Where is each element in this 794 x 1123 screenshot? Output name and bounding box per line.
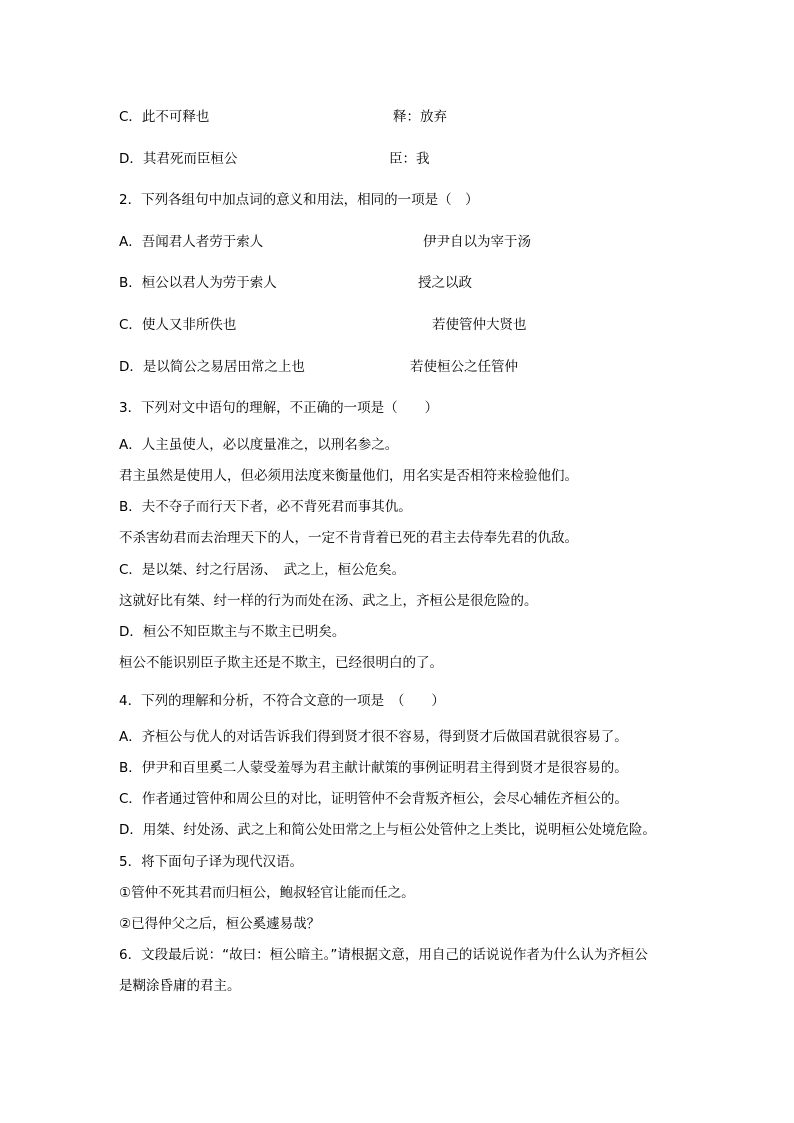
q2-option-a: A．吾闻君人者劳于索人 [119,234,264,250]
q4-option-b: B．伊尹和百里奚二人蒙受羞辱为君主献计献策的事例证明君主得到贤才是很容易的。 [119,760,628,776]
q1-option-c-gloss: 释：放弃 [393,109,447,125]
q3-line: 君主虽然是使用人，但必须用法度来衡量他们，用名实是否相符来检验他们。 [119,468,578,484]
q2-option-b: B．桓公以君人为劳于索人 [119,275,277,291]
q2-option-c-right: 若使管仲大贤也 [432,317,527,333]
q5-stem: 5．将下面句子译为现代汉语。 [119,854,304,870]
q2-option-a-right: 伊尹自以为宰于汤 [423,234,531,250]
q3-line: 这就好比有桀、纣一样的行为而处在汤、武之上，齐桓公是很危险的。 [119,593,538,609]
q3-line: A．人主虽使人，必以度量准之，以刑名参之。 [119,437,399,453]
q4-stem: 4．下列的理解和分析，不符合文意的一项是 （ ） [119,693,445,709]
q2-stem: 2．下列各组句中加点词的意义和用法，相同的一项是（ ） [119,192,479,208]
q6-stem-cont: 是糊涂昏庸的君主。 [119,978,241,994]
q2-option-c: C．使人又非所佚也 [119,317,237,333]
q3-line: B．夫不夺子而行天下者，必不背死君而事其仇。 [119,499,412,515]
q5-sentence-1: ①管仲不死其君而归桓公，鲍叔轻官让能而任之。 [119,885,415,901]
q1-option-d: D．其君死而臣桓公 [119,151,238,167]
q5-sentence-2: ②已得仲父之后，桓公奚遽易哉？ [119,916,321,932]
q3-stem: 3．下列对文中语句的理解，不正确的一项是（ ） [119,400,439,416]
q4-option-a: A．齐桓公与优人的对话告诉我们得到贤才很不容易，得到贤才后做国君就很容易了。 [119,729,628,745]
q3-line: 桓公不能识别臣子欺主还是不欺主，已经很明白的了。 [119,655,443,671]
q2-option-d-right: 若使桓公之任管仲 [410,359,518,375]
q3-line: D．桓公不知臣欺主与不欺主已明矣。 [119,624,346,640]
q4-option-d: D．用桀、纣处汤、武之上和简公处田常之上与桓公处管仲之上类比，说明桓公处境危险。 [119,822,656,838]
q2-option-b-right: 授之以政 [418,275,472,291]
q3-line: 不杀害幼君而去治理天下的人，一定不肯背着已死的君主去侍奉先君的仇敌。 [119,530,578,546]
q6-stem: 6．文段最后说：“故曰：桓公暗主。”请根据文意，用自己的话说说作者为什么认为齐桓公 [119,947,648,963]
q3-line: C．是以桀、纣之行居汤、 武之上，桓公危矣。 [119,562,406,578]
q2-option-d: D．是以简公之易居田常之上也 [119,359,305,375]
q1-option-c: C．此不可释也 [119,109,210,125]
q4-option-c: C．作者通过管仲和周公旦的对比，证明管仲不会背叛齐桓公，会尽心辅佐齐桓公的。 [119,791,628,807]
q1-option-d-gloss: 臣：我 [389,151,430,167]
